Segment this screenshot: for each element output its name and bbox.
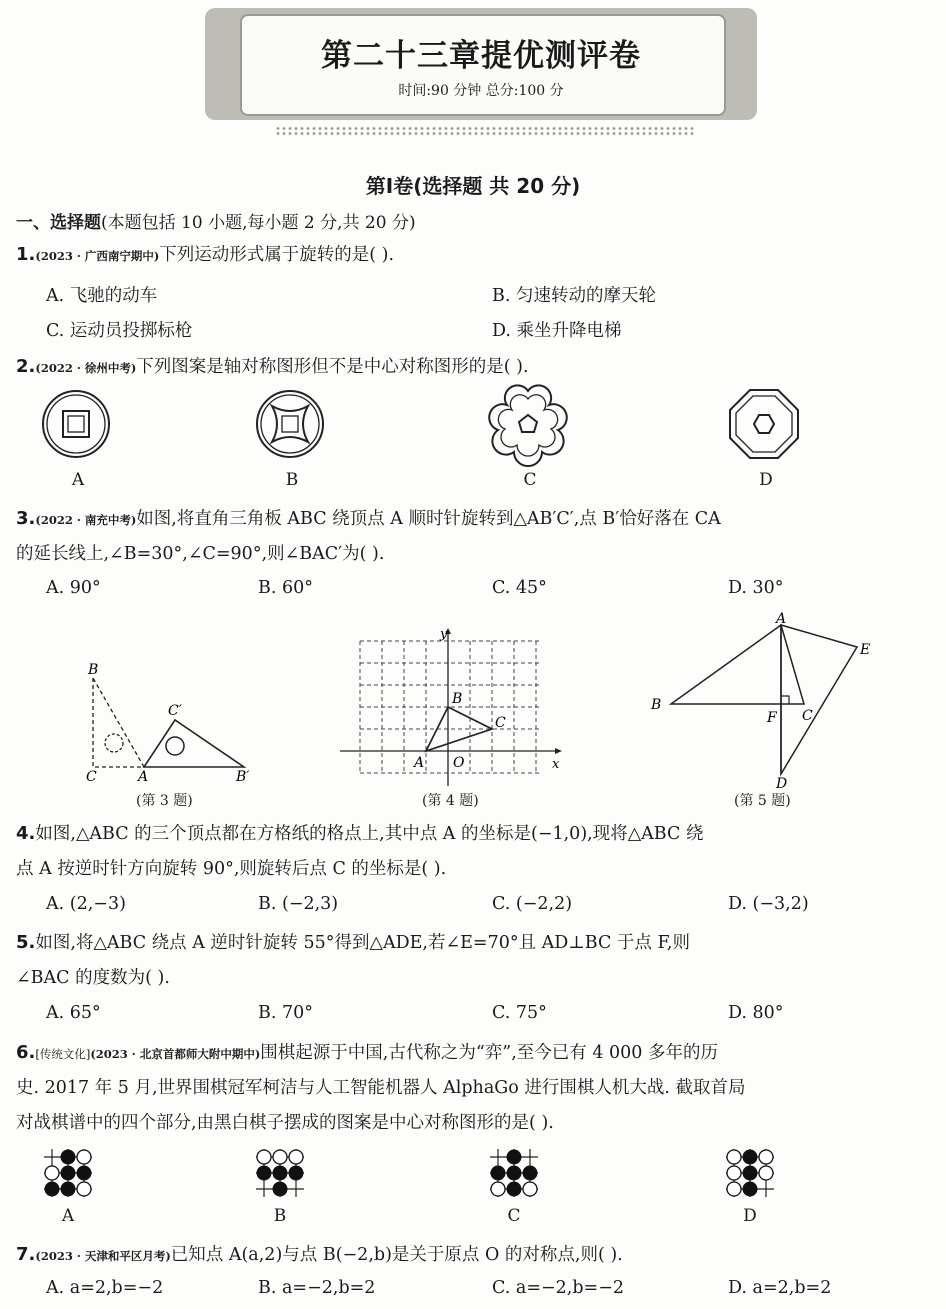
q7-option-d[interactable]: D. a=2,b=2 (728, 1278, 832, 1298)
figure-4 (340, 628, 580, 788)
page-title: 第二十三章提优测评卷 (321, 38, 641, 74)
fig3-label-a: A (138, 769, 149, 785)
fig5-label-e: E (860, 642, 871, 658)
question-1: 1.(2023 · 广西南宁期中)下列运动形式属于旋转的是( ). (16, 244, 395, 265)
question-4: 4.如图,△ABC 的三个顶点都在方格纸的格点上,其中点 A 的坐标是(−1,0),现将△ABC 绕 (16, 823, 704, 844)
octagon-d-icon (730, 390, 798, 458)
q6-label-b[interactable]: B (273, 1206, 287, 1226)
q5-option-d[interactable]: D. 80° (728, 1003, 784, 1023)
fig5-label-f: F (767, 710, 777, 726)
figure-5-caption: (第 5 题) (734, 793, 791, 809)
q2-figures (0, 384, 946, 474)
go-pattern-b (256, 1149, 304, 1197)
q7-option-b[interactable]: B. a=−2,b=2 (258, 1278, 376, 1298)
question-5-line-2: ∠BAC 的度数为( ). (16, 968, 170, 988)
fig3-label-b: B (88, 662, 99, 678)
question-4-line-2: 点 A 按逆时针方向旋转 90°,则旋转后点 C 的坐标是( ). (16, 859, 447, 879)
q3-option-a[interactable]: A. 90° (46, 578, 101, 598)
q5-option-c[interactable]: C. 75° (492, 1003, 547, 1023)
q2-label-d[interactable]: D (759, 470, 773, 490)
coin-b-icon (257, 391, 323, 457)
q4-option-b[interactable]: B. (−2,3) (258, 894, 339, 914)
go-pattern-c (490, 1149, 538, 1197)
fig3-label-c-prime: C′ (168, 703, 182, 719)
fig4-label-x: x (552, 757, 560, 772)
fig4-label-c: C (495, 715, 506, 731)
q4-option-c[interactable]: C. (−2,2) (492, 894, 573, 914)
coin-a-icon (43, 391, 109, 457)
figure-3-caption: (第 3 题) (136, 793, 193, 809)
q4-option-d[interactable]: D. (−3,2) (728, 894, 809, 914)
q5-option-a[interactable]: A. 65° (46, 1003, 101, 1023)
q6-label-c[interactable]: C (507, 1206, 521, 1226)
q1-option-a[interactable]: A. 飞驰的动车 (46, 286, 158, 306)
q3-option-d[interactable]: D. 30° (728, 578, 784, 598)
q6-go-patterns (0, 1145, 946, 1205)
question-6-line-3: 对战棋谱中的四个部分,由黑白棋子摆成的图案是中心对称图形的是( ). (16, 1113, 554, 1133)
q2-label-c[interactable]: C (523, 470, 537, 490)
q6-label-d[interactable]: D (743, 1206, 757, 1226)
q3-option-b[interactable]: B. 60° (258, 578, 314, 598)
fig5-label-c: C (802, 708, 813, 724)
fig4-label-o: O (453, 755, 465, 771)
question-3-line-2: 的延长线上,∠B=30°,∠C=90°,则∠BAC′为( ). (16, 544, 385, 564)
fig4-label-b: B (452, 691, 463, 707)
q2-label-b[interactable]: B (285, 470, 299, 490)
q5-option-b[interactable]: B. 70° (258, 1003, 314, 1023)
dotted-divider (275, 126, 695, 136)
question-2: 2.(2022 · 徐州中考)下列图案是轴对称图形但不是中心对称图形的是( ). (16, 356, 529, 377)
section-title: 第Ⅰ卷(选择题 共 20 分) (365, 174, 581, 198)
q2-label-a[interactable]: A (71, 470, 85, 490)
question-6: 6.[传统文化](2023 · 北京首都师大附中期中)围棋起源于中国,古代称之为“弈”,至今已有 4 000 多年的历 (16, 1042, 719, 1063)
q7-option-c[interactable]: C. a=−2,b=−2 (492, 1278, 625, 1298)
question-7: 7.(2023 · 天津和平区月考)已知点 A(a,2)与点 B(−2,b)是关于原点 O 的对称点,则( ). (16, 1244, 623, 1265)
q3-option-c[interactable]: C. 45° (492, 578, 547, 598)
fig4-label-y: y (440, 627, 448, 642)
fig5-label-a: A (776, 611, 787, 627)
q6-label-a[interactable]: A (61, 1206, 75, 1226)
question-6-line-2: 史. 2017 年 5 月,世界围棋冠军柯洁与人工智能机器人 AlphaGo 进行围棋人机大战. 截取首局 (16, 1078, 746, 1098)
fig3-label-b-prime: B′ (236, 769, 250, 785)
time-score-info: 时间:90 分钟 总分:100 分 (398, 83, 564, 99)
figure-4-caption: (第 4 题) (422, 793, 479, 809)
fig5-label-d: D (776, 776, 788, 792)
flower-c-icon (489, 385, 567, 466)
question-5: 5.如图,将△ABC 绕点 A 逆时针旋转 55°得到△ADE,若∠E=70°且 AD⊥BC 于点 F,则 (16, 932, 690, 953)
q7-option-a[interactable]: A. a=2,b=−2 (46, 1278, 164, 1298)
q1-option-b[interactable]: B. 匀速转动的摩天轮 (492, 286, 656, 306)
go-pattern-d (726, 1149, 774, 1197)
go-pattern-a (44, 1149, 92, 1197)
q4-option-a[interactable]: A. (2,−3) (46, 894, 126, 914)
q1-option-c[interactable]: C. 运动员投掷标枪 (46, 321, 193, 341)
fig4-label-a: A (414, 755, 425, 771)
question-3: 3.(2022 · 南充中考)如图,将直角三角板 ABC 绕顶点 A 顺时针旋转到△AB′C′,点 B′恰好落在 CA (16, 508, 721, 529)
fig5-label-b: B (651, 697, 662, 713)
q1-option-d[interactable]: D. 乘坐升降电梯 (492, 321, 622, 341)
figure-5 (640, 610, 900, 790)
figure-3 (80, 655, 280, 785)
part-heading: 一、选择题(本题包括 10 小题,每小题 2 分,共 20 分) (16, 213, 416, 233)
fig3-label-c: C (86, 769, 97, 785)
